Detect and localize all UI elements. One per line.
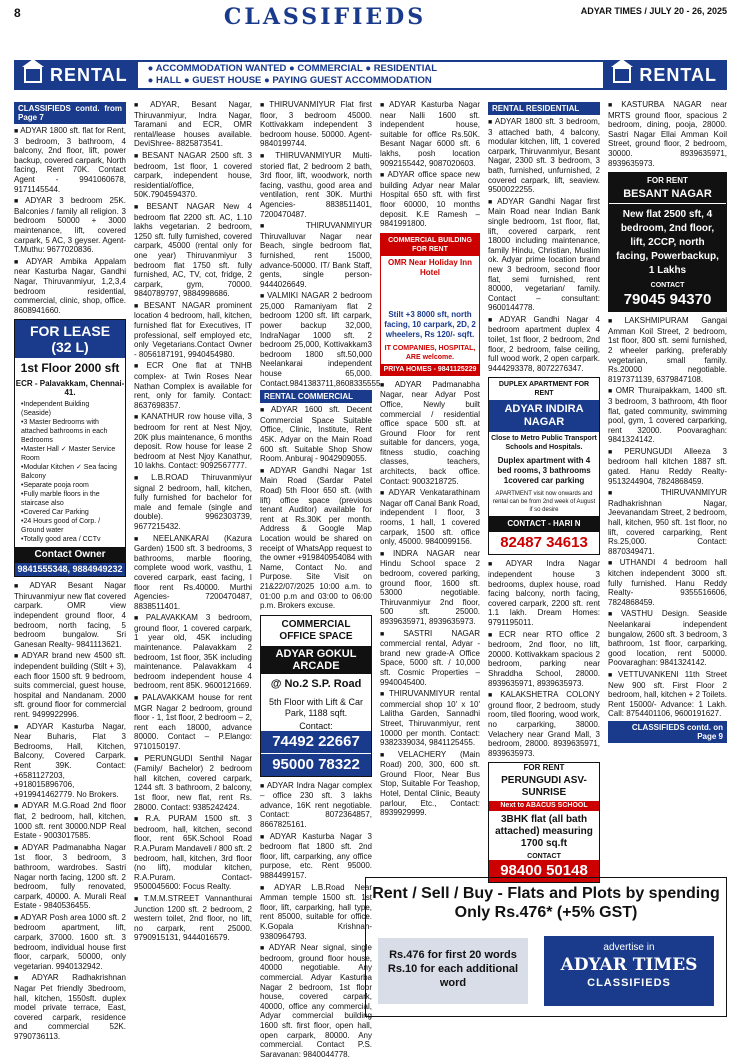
ad: ■ ADYAR Besant Nagar Thiruvanmiyur new flat covered carpark. OMR view independent ground floor, 4 bedroom, north facing, 5 bedroom bungalow. Sri Ganesan Realty- 9841113621. [14,581,126,649]
ad: ■ T.M.M.STREET Vannanthurai Junction 1200 sft. 2 bedroom, 2 western toilet, 2nd floor, no lift, no carpark, rent 25000. 9790915131, 9444016579. [134,894,252,943]
ad: ■ ADYAR Gandhi Nagar 1st Main Road (Sardar Patel Road) 5th Floor 650 sft. (with lift) office space (previous tenant Auditor) available for rent at Rs.30K per month. Address & Google Map Location would be shared on receipt of WhatsApp request to the owner +919840954084 with Name, Contact No. and Purpose. Site Visit on 21&22/07/2025 10:00 a.m. to 01:00 p.m and 03:00 to 06:00 p.m. Brokers excuse. [260,466,372,611]
ad: ■ ADYAR brand new 4500 sft. independent building (Stilt + 3), each floor 1500 sft. 9 bedroom, suits commercial, guest house, hospital and Nandanam. 2000 sft. ground floor for commercial rent. 9499922996. [14,651,126,719]
ad: ■ VETTUVANKENI 11th Street New 900 sft. First Floor 2 bedroom, hall, kitchen + 2 Toilets. Rent 15000/- Advance: 1 Lakh. Call: 8754401106, 9600191627. [608,670,727,719]
rental-label-left [14,60,138,90]
ad: ■ ADYAR 1600 sft. Decent Commercial Space Suitable Office, Clinic, Institute, Rent 45K. Adyar on the Main Road 600 sft. Suitable Shop Show Room. Anburaj - 9042909055. [260,405,372,464]
ad: ■ ECR One flat at TNHB complex- at Twin Roses Near Nathan Complex is available for rent, only for family. Contact: 8637698357. [134,361,252,410]
box-heading: COMMERCIAL BUILDING FOR RENT [381,234,479,256]
feature: • Totally good area / CCTv [21,535,119,544]
masthead: ADYAR TIMES / JULY 20 - 26, 2025 [580,6,727,16]
ad: ■ ADYAR Padmanabha Nagar 1st floor, 3 bedroom, 3 bathroom, wardrobes. Sastri Nagar north facing, 1200 sft. 2 bedroom, fully renovated, carpark, 40000. A. Murali Real Estate - 9840536455. [14,843,126,911]
box-info: 5th Floor with Lift & Car Park, 1188 sqft. [268,696,364,718]
box-contact: Contact Owner [15,547,125,563]
box-name: ADYAR GOKUL ARCADE [261,646,371,674]
feature: • Modular Kitchen ✓ Sea facing Balcony [21,463,119,481]
column-5 [488,100,601,880]
advertise-brand [544,936,714,1006]
box-near: Next to ABACUS SCHOOL [489,801,599,811]
ad: ■ BESANT NAGAR 2500 sft. 3 bedroom, 1st floor, 1 covered carpark, independent house, residential/office, 50K.7904594370. [134,151,252,200]
ad: ■ L.B.ROAD Thiruvanmiyur signal 2 bedroom, hall, kitchen, fully furnished for bachelor for male and female (single and double). 9962303739, 9677215432. [134,473,252,532]
box-phone: 82487 34613 [489,532,599,554]
box-note: APARTMENT visit now onwards and rental can be from 2nd week of August if so desire [492,491,596,514]
feature: • Master Hall ✓ Master Service Room [21,445,119,463]
ad: ■ ADYAR Padmanabha Nagar, near Adyar Post Office, Newly built commercial / residential office space 500 sft. at Ground Floor for rent suitable for dancers, yoga, fitness studio, coaching classes, teachers, architects, back office. Contact: 9003218725. [380,380,480,487]
box-contact: Contact: [299,720,333,731]
ad: ■ UTHANDI 4 bedroom hall kitchen independent 3000 sft. fully furnished. Hanu Reddy Realty- 9355516606, 7824868459. [608,558,727,607]
ad: ■ BESANT NAGAR New 4 bedroom flat 2200 sft. AC, 1.10 lakhs vegetarian. 2 bedroom, 1250 sft. fully furnished, covered carpark, 45000 (rental only for one year) Thiruvanmiyur 3 bedroom flat 1750 sft. fully furnished, AC, TV, cot, fridge, 2 carpark, gym, 70000. 9840789797, 9884998686. [134,202,252,299]
ad: ■ THIRUVANMIYUR Thiruvalluvar Nagar near Beach, single bedroom flat, furnished, rent 15000, advance-50000. IT/ Bank Staff, gents, single person- 9444026649. [260,221,372,289]
besant-box [608,172,727,312]
ad: ■ OMR Thuraipakkam, 1400 sft. 3 bedroom, 3 bathroom, 4th floor flat, gated community, swimming pool, gym, 1 covered carparking, rent 32000. Poovaraghan: 9841324142. [608,386,727,445]
ad: ■ ADYAR Indra Nagar complex – office 230 sft. 3 lakhs advance, 16K rent negotiable. Contact: 8072364857, 8667825161. [260,781,372,830]
brand-name: ADYAR TIMES [560,955,698,975]
feature: • 3 Master Bedrooms with attached bathrooms in each Bedrooms [21,418,119,445]
rental-text: RENTAL [50,64,128,85]
rental-banner [14,58,727,92]
ad: ■ VELACHERY (Main Road) 200, 300, 600 sft. Ground Floor, Near Bus Stop, Suitable For Teashop, Hotel, Dental Clinic, Beauty parlour, Etc., Contact: 8939929999. [380,750,480,818]
perungudi-box [488,762,600,883]
ad: ■ SASTRI NAGAR commercial rental, Adyar - brand new grade-A Office Space, 5000 sft. / 10,000 sft. Cosmic Properties – 9940045400. [380,629,480,688]
feature: • Fully marble floors in the staircase also [21,490,119,508]
feature: • Independent Building (Seaside) [21,400,119,418]
categories-line-1: ● ACCOMMODATION WANTED ● COMMERCIAL ● RESIDENTIAL [147,63,438,74]
box-heading: FOR RENT [523,763,565,773]
house-icon [613,67,631,83]
ad: ■ ADYAR Kasturba Nagar near Nalli 1600 sft. independent house, suitable for office Rs.50K. Besant Nagar 6000 sft. 6 lakhs, posh location 9092155442, 9087020603. [380,100,480,168]
contd-tag: CLASSIFIEDS contd. on Page 9 [608,721,727,743]
advertise-box [365,877,727,1017]
box-heading: FOR LEASE (32 L) [15,320,125,358]
ad: ■ KANATHUR row house villa, 3 bedroom for rent at Nest Njoy, 20K plus maintenance, 6 months deposit. Row house for lease 2 bedroom at Nest Njoy Kanathur, 10 lakhs. Contact: 9092567777. [134,412,252,471]
ad: ■ PERUNGUDI Senthil Nagar (Family/ Bachelor) 2 bedroom hall kitchen, covered carpark, 1244 sft. 3 bathroom, 2 balcony, 1st floor, new flat, rent Rs. 28000. Contact: 9385242424. [134,754,252,813]
rental-text: RENTAL [639,64,717,85]
ad: ■ ADYAR, Besant Nagar, Thiruvanmiyur, Indra Nagar, Taramani and ECR, OMR rental/lease houses available. DeviShree- 8825873541. [134,100,252,149]
box-phone: 79045 94370 [609,289,726,311]
ad: ■ ADYAR Indra Nagar independent house 3 bedrooms, duplex house, road facing balcony, north facing, covered carpark, 2200 sft. rent 1.1 lakh. Dream Homes: 9791195011. [488,559,600,627]
ad: ■ ADYAR 3 bedroom 25K. Balconies / family all religion. 3 bedroom 50000 + 3000 maintenance, lift, covered carpark, 5 AC, 3 geyser. Agent- T.Muthu: 9677020836. [14,196,126,255]
ad: ■ ADYAR Gandhi Nagar 4 bedroom apartment duplex 4 toilet, 1st floor, 2 bedroom, 2nd floor, 2 bedroom, false ceiling, full wood work, 2 open carpark. 9444293378, 8072276347. [488,315,600,374]
box-name: BESANT NAGAR [609,186,726,204]
column-1 [14,100,126,1041]
column-3 [260,100,383,1059]
column-2 [134,100,252,1020]
advertise-headline: Rent / Sell / Buy - Flats and Plots by spending Only Rs.476* (+5% GST) [372,885,720,921]
page-header [0,0,741,56]
box-phone: 74492 22667 [261,731,371,753]
ad: ■ PALAVAKKAM house for rent MGR Nagar 2 bedroom, ground floor - 1, 1st floor, 2 bedroom – 2, rent each 18000, advance 80000. Contact – P.Elango: 9710150197. [134,693,252,752]
ad: ■ KALAKSHETRA COLONY ground floor, 2 bedroom, study room, tiled flooring, wood work, no carparking, 38000. Velachery near Grand Mall, 3 bedroom, 28000. 8939635971, 8939635973. [488,690,600,758]
advertise-in: advertise in [603,942,655,953]
box-suitable: IT COMPANIES, HOSPITAL, ARE welcome. [384,344,476,361]
rental-categories [138,60,604,90]
box-near: Close to Metro Public Transport Schools and Hospitals. [491,435,597,452]
ad: ■ ADYAR Posh area 1000 sft. 2 bedroom apartment, lift, carpark, 37000. 1600 sft. 3 bedroom, individual house first floor, carpark, 50000, only vegetarian. 9940132942. [14,913,126,972]
box-location: OMR Near Holiday Inn Hotel [387,257,472,277]
feature: • Separate pooja room [21,481,119,490]
feature: • 24 Hours good of Corp. / Ground water [21,517,119,535]
column-4 [380,100,480,870]
box-phone: PRIYA HOMES - 9841125229 [381,364,479,375]
box-phone: 9841555348, 9884949232 [15,563,125,576]
section-tag: RENTAL RESIDENTIAL [488,102,600,115]
box-phone: 95000 78322 [261,753,371,776]
column-6 [608,100,727,870]
box-heading: DUPLEX APARTMENT FOR RENT [498,381,590,398]
ad: ■ ADYAR office space new building Adyar near Malar Hospital 650 sft. with first floor 60000, 10 months deposit. K.E Ramesh – 9841991800. [380,170,480,229]
ad: ■ THIRUVANMIYUR Multi-storied flat, 2 bedroom 2 bath, 3rd floor, lift, woodwork, north facing, vasthu, good area and ventilation, rent 30K. Murthi Agencies- 8838511401, 7200470487. [260,151,372,219]
rental-label-right [603,60,727,90]
box-info: Duplex apartment with 4 bed rooms, 3 bathrooms 1covered car parking [497,456,591,486]
box-contact: CONTACT [527,853,561,861]
box-address: @ No.2 S.P. Road [270,677,362,690]
house-icon [24,67,42,83]
ad: ■ ADYAR M.G.Road 2nd floor flat, 2 bedroom, hall, kitchen, 1000 sft. rent 30000.NDP Real Estate - 9003017585. [14,801,126,840]
ad: ■ ADYAR 1800 sft. 3 bedroom, 3 attached bath, 4 balcony, modular kitchen, lift, 1 covered carpark, Thiruvanmiyur, Besant Nagar, 2300 sft. 3 bedroom, 3 bath, furnished, unfurnished, 2 covered carpark, lift, seaview. 9500022255. [488,117,600,195]
page-number: 8 [14,6,21,20]
section-tag: RENTAL COMMERCIAL [260,390,372,403]
ad: ■ THIRUVANMIYUR Flat first floor, 3 bedroom 45000. Kottivakkam independent 3 bedroom house. 50000. Agent- 9840199744. [260,100,372,149]
ad: ■ PALAVAKKAM 3 bedroom, ground floor, 1 covered carpark, 1 year old, 45K including maintenance. Palavakkam 2 bedroom, 1st floor, 35K including maintenance. Palavakkam 4 bedroom independent house 4 bedroom, rent 85K. 9600121669. [134,613,252,691]
box-name: PERUNGUDI ASV-SUNRISE [501,775,587,799]
lease-features [15,397,125,547]
duplex-box [488,377,600,555]
ad: ■ BESANT NAGAR prominent location 4 bedroom, hall, kitchen, furnished flat for Executives, IT professional, self employed etc, only Vegetarians.Contact Owner - 8056187191, 9940454980. [134,301,252,360]
ad: ■ ADYAR Gandhi Nagar first Main Road near Indian Bank single bedroom, 1st floor, flat, lift, covered carpark, rent 18000 including maintenance, family Hindu, Christian, Muslim ok. Adyar prime location brand new 3 bedroom, second floor flat, semi furnished, rent 80000, vegetarian/ family. Contact – consultant: 9600144778. [488,197,600,313]
ad: ■ NEELANKARAI (Kazura Garden) 1500 sft. 3 bedrooms, 3 bathrooms, marble flooring, complete wood work, vasthu, 1 covered carpark, east facing, I floor rent Rs.40000. Murthi Agencies- 7200470487, 8838511401. [134,534,252,612]
ad: ■ ADYAR Kasturba Nagar, Near Buharis, Flat 3 Bedrooms, Hall, Kitchen, Balcony, Covered Carpark. Rent 39K. Contact: +6581127203, +918015896706, +919941462779. No Brokers. [14,722,126,800]
ad: ■ VALMIKI NAGAR 2 bedroom 25,000 Ramaniyam flat 2 bedroom 1200 sft. lift carpark, power backup 32,000, IndraNagar 1000 sft. 2 bedroom 25,000, Kottivakkam3 bedroom 1800 sft.50,000 Neelankarai independent house 65,000. Contact.9841383711,8608335555. [260,291,372,388]
ad: ■ ADYAR L.B.Road Near Amman temple 1500 sft. 1st floor, lift, carparking, hall type, rent 85000, suitable for office. K.Gopala Krishnan- 9380964793. [260,883,372,942]
box-info: Stilt +3 8000 sft, north facing, 10 carpark, 2D, 2 wheelers, Rs 120/- sqft. [384,309,476,339]
box-name: ADYAR INDIRA NAGAR [489,400,599,432]
ad: ■ ADYAR 1800 sft. flat for Rent, 3 bedroom, 3 bathroom, 4 balcony, 2nd floor, lift, power backup, covered carpark, North facing, Rent 70K. Contact Agent - 9941060678, 9171145544. [14,126,126,194]
box-contact: CONTACT - HARI N [489,516,599,532]
box-heading: FOR RENT [647,176,688,186]
ad: ■ INDRA NAGAR near Hindu School space 2 bedroom, covered parking, ground floor, 1600 sft. 53000 negotiable. Thiruvanmiyur 2nd floor, 500 sft. 25000. 8939635971, 8939635973. [380,549,480,627]
box-location: ECR - Palavakkam, Chennai-41. [15,379,125,398]
feature: • Covered Car Parking [21,508,119,517]
ad: ■ R.A. PURAM 1500 sft. 3 bedroom, hall, kitchen, second floor, rent 65K.School Road R.A.Puram Mandaveli / 800 sft. 2 bedroom, hall, kitchen, 3rd floor (no lift), modular kitchen, R.A.Puram. Contact- 9500045600: Focus Realty. [134,814,252,892]
office-box [260,615,372,777]
ad: ■ ADYAR Radhakrishnan Nagar Pet friendly 3bedroom, hall, kitchen, 1550sft. duplex model private terrace, East, covered carpark, residence and commercial 52K. 9790736113. [14,973,126,1041]
box-info: 3BHK flat (all bath attached) measuring 1700 sq.ft [495,814,593,850]
contd-tag: CLASSIFIEDS contd. from Page 7 [14,102,126,124]
ad: ■ ECR near RTO office 2 bedroom, 2nd floor, no lift, 20000. Kottivakkam spacious 2 bedroom, parking near Shraddha School, 28000. 8939635971, 8939635973. [488,630,600,689]
box-contact: CONTACT [650,282,685,290]
ad: ■ KASTURBA NAGAR near MRTS ground floor, spacious 2 bedroom, dining, pooja, 28000. Sastri Nagar Ellai Amman Koil Street, ground floor, 2 bedroom, 30000. 8939635971, 8939635973. [608,100,727,168]
ad: ■ ADYAR Near signal, single bedroom, ground floor house, 40000 negotiable. Any commercial. Adyar Kasturba Nagar 2 bedroom, 1st floor house, covered carpark, 40000, office any commercial, Adyar commercial building 1600 sft. first floor, open hall, open carpark, 80000. Any commercial. Contact P.S. Saravanan: 9840044778. [260,943,372,1059]
ad: ■ ADYAR Kasturba Nagar 3 bedroom flat 1800 sft. 2nd floor, lift, carparking, any office purpose, etc. Rent 95000. 9884499157. [260,832,372,881]
ad: ■ PERUNGUDI Alleeza 3 bedroom hall kitchen 1887 sft. gated. Hanu Reddy Realty- 9513244904, 7824868459. [608,447,727,486]
box-sub: 1st Floor 2000 sft [20,361,120,376]
lease-box [14,319,126,577]
categories-line-2: ● HALL ● GUEST HOUSE ● PAYING GUEST ACCOMMODATION [147,75,432,86]
ad: ■ ADYAR Venkatarathinam Nagar off Canal Bank Road, independent I floor, 3 rooms, 1 hall, 1 covered carpark, 1500 sft. office only, 45000. 9840099156. [380,488,480,547]
box-info: New flat 2500 sft, 4 bedroom, 2nd floor, lift, 2CCP, north facing, Powerbackup, 1 Lakhs [616,209,719,277]
ad: ■ LAKSHMIPURAM Gangai Amman Koil Street, 2 bedroom, 1st floor, 800 sft. semi furnished, 2 wheeler parking, preferably vegetarian, small family. Rs.20000 negotiable. 8197371139, 6379847108. [608,316,727,384]
building-box [380,233,480,376]
advertise-rate: Rs.476 for first 20 words Rs.10 for each additional word [378,938,528,1004]
ad: ■ THIRUVANMIYUR Radhakrishnan Nagar, Jeevanandam Street, 2 bedroom, hall, kitchen, 950 sft. 1st floor, no lift, covered carparking, Rent Rs.25,000. Contact: 8870349471. [608,488,727,556]
ad: ■ THIRUVANMIYUR rental commercial shop 10' x 10' Lalitha Garden, Sannadhi Street, Thiruvanmiyur, rent 10000 per month. Contact: 9382339034, 9841125455. [380,689,480,748]
section-title: CLASSIFIEDS [200,4,450,30]
box-phone: 98400 50148 [489,860,599,882]
box-heading: COMMERCIAL OFFICE SPACE [279,618,353,642]
ad: ■ ADYAR Ambika Appalam near Kasturba Nagar, Gandhi Nagar, Thiruvanmiyur, 1,2,3,4 bedroom residential, commercial, clinic, shop, office. 8608941660. [14,257,126,316]
brand-section: CLASSIFIEDS [587,977,671,989]
ad: ■ VASTHU Design. Seaside Neelankarai independent bungalow, 2600 sft. 3 bedroom, 3 bathroom, 1st floor, carparking, good location, rent 50000. Poovaraghan: 9841324142. [608,609,727,668]
